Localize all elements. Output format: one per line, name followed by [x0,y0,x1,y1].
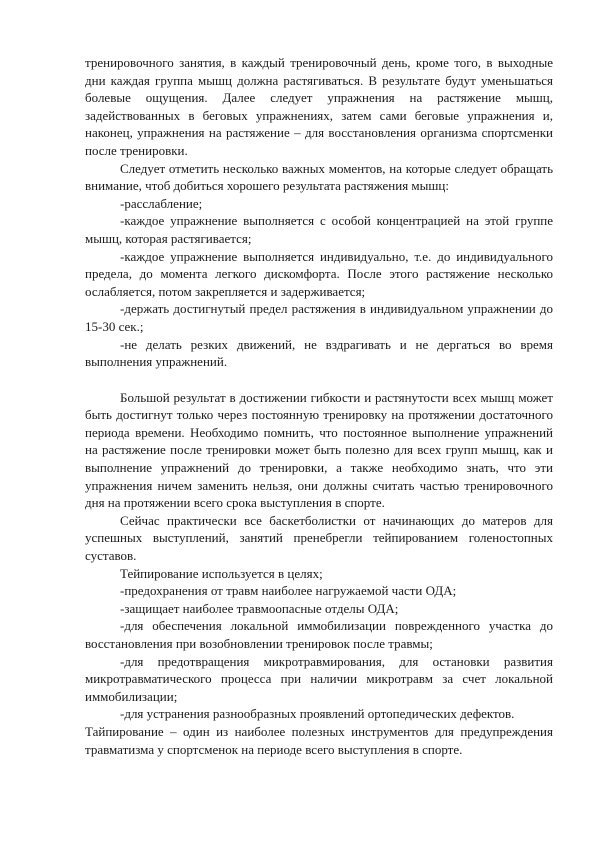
paragraph-taping-conclusion: Тайпирование – один из наиболее полезных инструментов для предупреждения травматизма у спортсменок на периоде всего выступления в спорте. [85,723,553,757]
list-item-relaxation: -расслабление; [120,195,203,211]
paragraph-flexibility-result: Большой результат в достижении гибкости и растянутости всех мышц может быть достигнут только через постоянную тренировку на протяжении достаточного периода времени. Необходимо помнить, что постоянное выполнение упражнений на растяжение после тренировки может быть полезно для всех групп мышц, как и выполнение упражнений до тренировки, а также необходимо знать, что эти упражнения ничем заменить нельзя, они должны считать частью тренировочного дня на протяжении всего срока выступления в спорте. [85,389,553,511]
list-item-immobilization: -для обеспечения локальной иммобилизации поврежденного участка до восстановления при возобновлении тренировок после травмы; [85,618,553,651]
paragraph-taping-neglect: Сейчас практически все баскетболистки от начинающих до матеров для успешных выступлений, занятий пренебрегли тейпированием голеностопных суставов. [85,512,553,564]
list-item-protects-parts: -защищает наиболее травмоопасные отделы ОДА; [120,600,399,616]
list-item-protection: -предохранения от травм наиболее нагружаемой части ОДА; [120,583,457,599]
document-page [85,54,553,758]
list-item-concentration: -каждое упражнение выполняется с особой концентрацией на этой группе мышц, которая растягивается; [85,213,553,246]
list-item-individual: -каждое упражнение выполняется индивидуально, т.е. до индивидуального предела, до момента легкого дискомфорта. После этого растяжение несколько ослабляется, потом закрепляется и задерживается; [85,248,553,299]
paragraph-important-points: Следует отметить несколько важных моментов, на которые следует обращать внимание, чтоб добиться хорошего результата растяжения мышц: [85,160,553,194]
list-item-no-sharp-moves: -не делать резких движений, не вздрагивать и не дергаться во время выполнения упражнений. [85,336,553,370]
list-item-hold-stretch: -держать достигнутый предел растяжения в индивидуальном упражнении до 15-30 сек.; [85,301,553,334]
list-item-microtrauma: -для предотвращения микротравмирования, для остановки развития микротравматического процесса при наличии микротравм за счет локальной иммобилизации; [85,653,553,704]
paragraph-taping-purposes: Тейпирование используется в целях; [120,565,323,581]
list-item-orthopedic: -для устранения разнообразных проявлений ортопедических дефектов. [120,706,515,722]
paragraph-stretching-schedule: тренировочного занятия, в каждый тренировочный день, кроме того, в выходные дни каждая группа мышц должна растягиваться. В результате будут уменьшаться болевые ощущения. Далее следует упражнения на растяжение мышц, задействованных в беговых упражнениях, затем сами беговые упражнения и, наконец, упражнения на растяжение – для восстановления организма спортсменки после тренировки. [85,55,553,158]
